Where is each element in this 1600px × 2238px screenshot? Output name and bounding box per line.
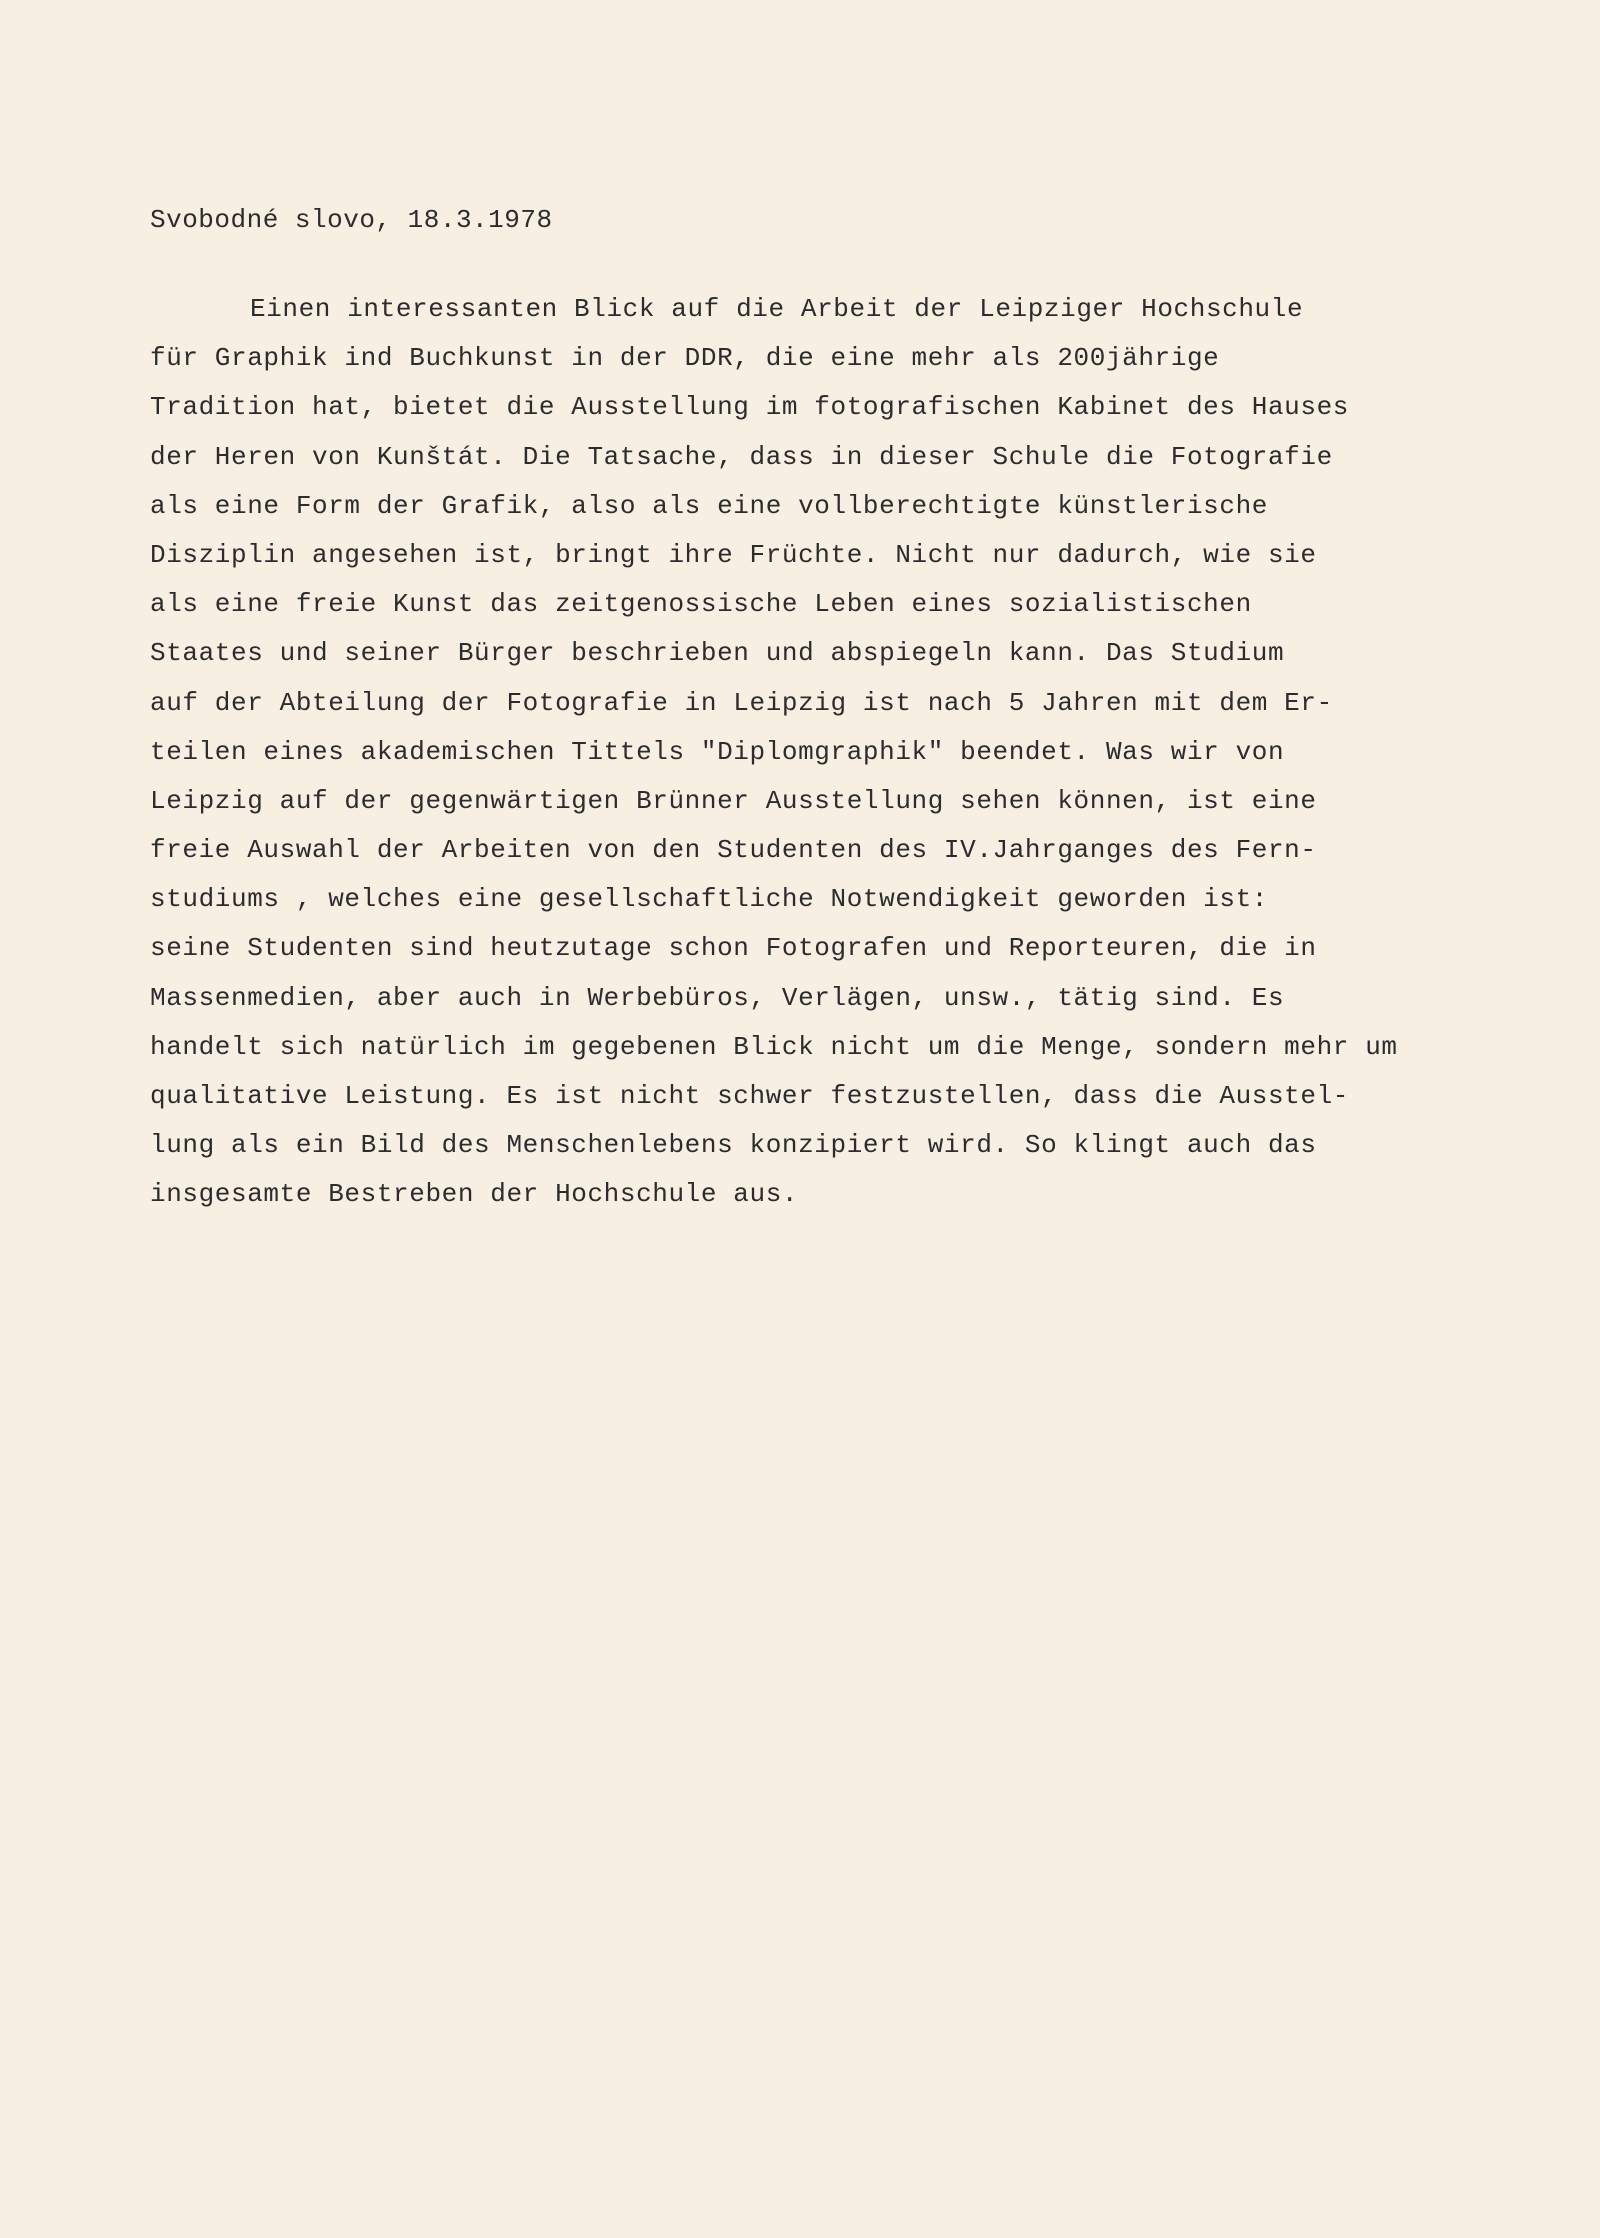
text-line: lung als ein Bild des Menschenlebens konzipiert wird. So klingt auch das xyxy=(150,1130,1317,1161)
text-line: Einen interessanten Blick auf die Arbeit der Leipziger Hochschule xyxy=(250,294,1304,324)
document-header: Svobodné slovo, 18.3.1978 xyxy=(150,205,553,235)
text-line: freie Auswahl der Arbeiten von den Studenten des IV.Jahrganges des Fern- xyxy=(150,835,1317,866)
text-line: für Graphik ind Buchkunst in der DDR, die eine mehr als 200jährige xyxy=(150,343,1220,374)
text-line: Massenmedien, aber auch in Werbebüros, Verlägen, unsw., tätig sind. Es xyxy=(150,982,1285,1013)
text-line: teilen eines akademischen Tittels "Diplomgraphik" beendet. Was wir von xyxy=(150,736,1285,767)
text-line: Disziplin angesehen ist, bringt ihre Früchte. Nicht nur dadurch, wie sie xyxy=(150,539,1317,570)
text-line: der Heren von Kunštát. Die Tatsache, dass in dieser Schule die Fotografie xyxy=(150,441,1333,472)
text-line: insgesamte Bestreben der Hochschule aus. xyxy=(150,1179,799,1210)
document-body xyxy=(150,285,1470,1220)
text-line: qualitative Leistung. Es ist nicht schwer festzustellen, dass die Ausstel- xyxy=(150,1081,1349,1111)
text-line: als eine freie Kunst das zeitgenossische Leben eines sozialistischen xyxy=(150,589,1252,620)
text-line: Staates und seiner Bürger beschrieben und abspiegeln kann. Das Studium xyxy=(150,638,1285,669)
text-line: Tradition hat, bietet die Ausstellung im fotografischen Kabinet des Hauses xyxy=(150,392,1349,423)
text-line: seine Studenten sind heutzutage schon Fotografen und Reporteuren, die in xyxy=(150,933,1317,964)
text-line: als eine Form der Grafik, also als eine vollberechtigte künstlerische xyxy=(150,490,1268,521)
text-line: auf der Abteilung der Fotografie in Leipzig ist nach 5 Jahren mit dem Er- xyxy=(150,687,1333,718)
text-line: Leipzig auf der gegenwärtigen Brünner Ausstellung sehen können, ist eine xyxy=(150,785,1317,816)
text-line: handelt sich natürlich im gegebenen Blick nicht um die Menge, sondern mehr um xyxy=(150,1031,1398,1062)
text-line: studiums , welches eine gesellschaftliche Notwendigkeit geworden ist: xyxy=(150,884,1268,915)
